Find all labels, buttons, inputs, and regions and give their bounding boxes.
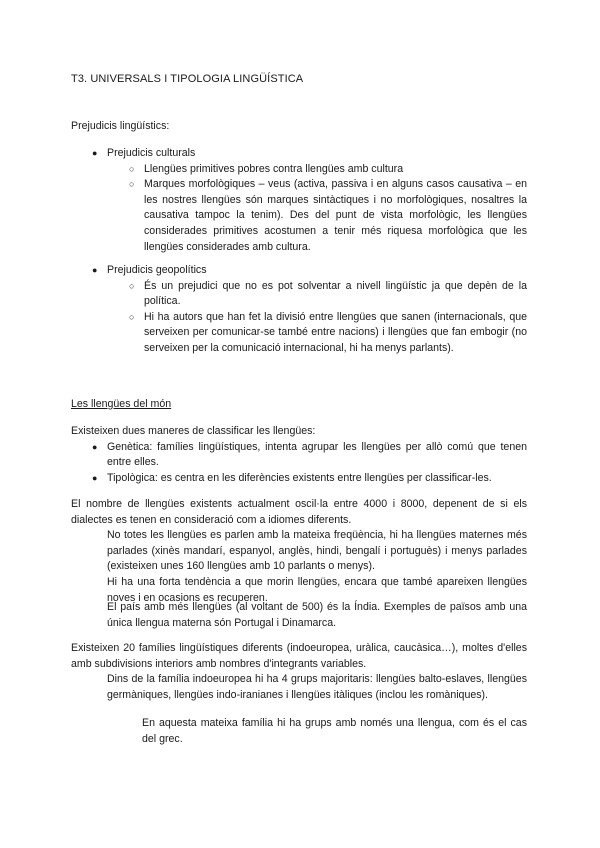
- prejudicis-heading: Prejudicis lingüístics:: [71, 120, 170, 132]
- nombre-sub-2: Hi ha una forta tendència a que morin llengües, encara que també apareixen llengües noves i en ocasions es recuperen.: [107, 576, 527, 604]
- nombre-sub-1: No totes les llengües es parlen amb la mateixa freqüència, hi ha llengües maternes més parlades (xinès mandarí, espanyol, anglès, hindi, bengalí i portuguès) i menys parlades (existeixen unes 160 llengües amb 10 parlants o menys).: [107, 529, 527, 573]
- maneres-intro: Existeixen dues maneres de classificar les llengües:: [71, 425, 316, 437]
- geopolitics-list: [144, 279, 527, 357]
- families-sub: Dins de la família indoeuropea hi ha 4 grups majoritaris: llengües balto-eslaves, llengües germàniques, llengües indo-iranianes i llengües itàliques (inclou les romàniques).: [107, 673, 527, 701]
- nombre-sub-3: El país amb més llengües (al voltant de 500) és la Índia. Exemples de països amb una única llengua materna són Portugal i Dinamarca.: [107, 601, 527, 629]
- document-title: T3. UNIVERSALS I TIPOLOGIA LINGÜÍSTICA: [71, 73, 304, 85]
- geopolitics-bullet: [107, 263, 527, 279]
- maneres-section: [71, 424, 527, 486]
- culturals-list: [144, 162, 527, 256]
- list-item: ● Genètica: famílies lingüístiques, intenta agrupar les llengües per allò comú que tenen entre elles.: [107, 440, 527, 471]
- mon-heading: Les llengües del món: [71, 398, 172, 410]
- geopolitics-section: [107, 263, 527, 357]
- families-paragraph: Existeixen 20 famílies lingüístiques diferents (indoeuropea, uràlica, caucàsica…), moltes d'elles amb subdivisions interiors amb nombres d'integrants variables.: [71, 642, 527, 670]
- culturals-section: [107, 146, 527, 255]
- culturals-label: Prejudicis culturals: [107, 147, 196, 159]
- list-item: ○ És un prejudici que no es pot solventar a nivell lingüístic ja que depèn de la política.: [144, 279, 527, 310]
- geopolitics-label: Prejudicis geopolítics: [107, 264, 207, 276]
- culturals-bullet: [107, 146, 527, 162]
- list-item: ○ Llengües primitives pobres contra llengües amb cultura: [144, 162, 527, 178]
- list-item: ● Tipològica: es centra en les diferències existents entre llengües per classificar-les.: [107, 471, 527, 487]
- families-subsub: En aquesta mateixa família hi ha grups amb només una llengua, com és el cas del grec.: [142, 717, 527, 745]
- list-item: ○ Hi ha autors que han fet la divisió entre llengües que sanen (internacionals, que serveixen per comunicar-se també entre nacions) i llengües que fan embogir (no serveixen per la comunicació internacional, hi ha menys parlants).: [144, 310, 527, 357]
- maneres-list: [107, 440, 527, 487]
- list-item: ○ Marques morfològiques – veus (activa, passiva i en alguns casos causativa – en les nostres llengües són marques sintàctiques i no morfològiques, nosaltres la causativa tampoc la tenim). Des del punt de vista morfològic, les llengües considerades primitives acostumen a tenir més riquesa morfològica que les llengües considerades amb cultura.: [144, 177, 527, 255]
- nombre-paragraph: El nombre de llengües existents actualment oscil·la entre 4000 i 8000, depenent de si els dialectes es tenen en consideració com a idiomes diferents.: [71, 498, 527, 526]
